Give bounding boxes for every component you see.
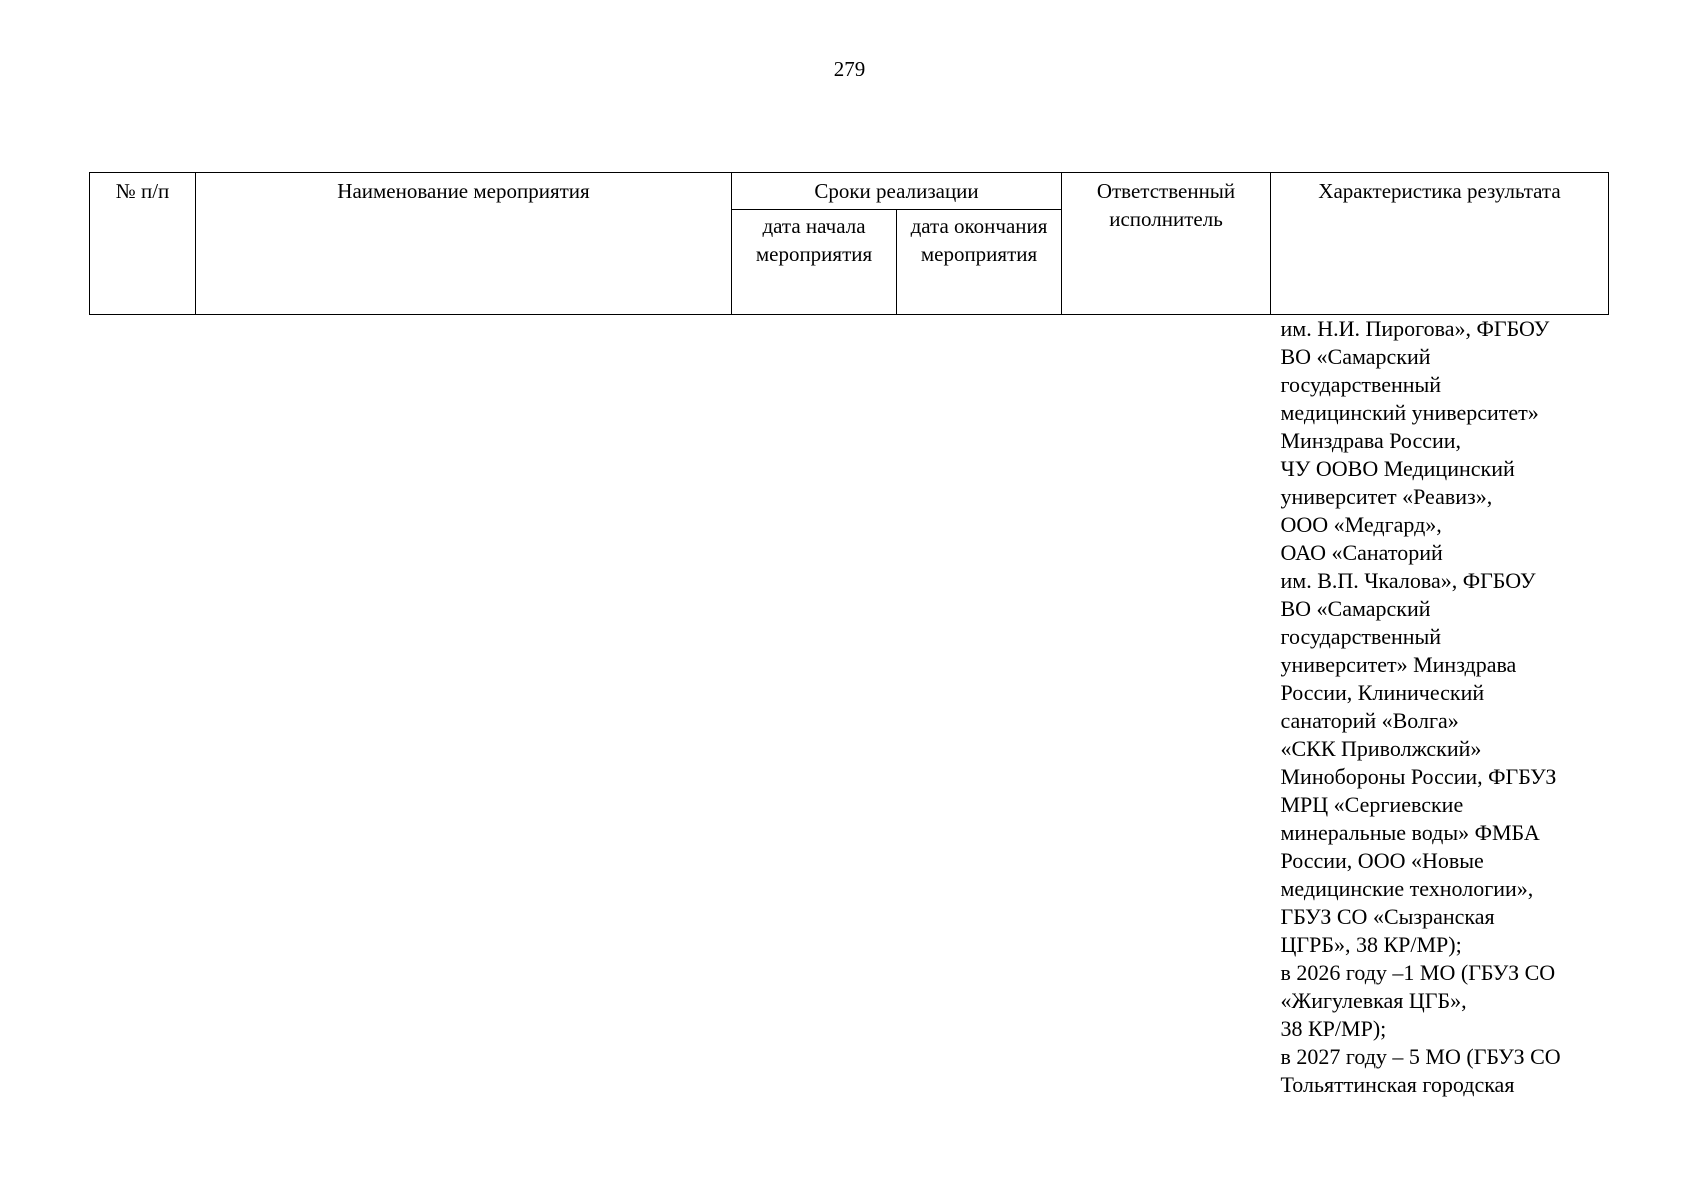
header-num: № п/п xyxy=(90,173,196,315)
result-line: ОАО «Санаторий xyxy=(1280,540,1443,565)
result-line: Тольяттинская городская xyxy=(1280,1072,1515,1097)
header-terms: Сроки реализации xyxy=(732,173,1062,210)
header-start-date: дата начала мероприятия xyxy=(732,210,897,315)
result-line: санаторий «Волга» xyxy=(1280,708,1459,733)
result-line: ООО «Медгард», xyxy=(1280,512,1442,537)
table-header xyxy=(90,173,1609,315)
header-responsible: Ответственный исполнитель xyxy=(1062,173,1271,315)
header-end-date: дата окончания мероприятия xyxy=(897,210,1062,315)
header-row xyxy=(90,173,1609,210)
result-line: ЧУ ООВО Медицинский xyxy=(1280,456,1515,481)
plan-table xyxy=(89,172,1609,1099)
result-line: в 2026 году –1 МО (ГБУЗ СО xyxy=(1280,960,1556,985)
cell-name xyxy=(196,315,732,1100)
result-line: в 2027 году – 5 МО (ГБУЗ СО xyxy=(1280,1044,1561,1069)
result-line: университет «Реавиз», xyxy=(1280,484,1493,509)
cell-responsible xyxy=(1062,315,1271,1100)
header-result: Характеристика результата xyxy=(1271,173,1609,315)
result-line: России, Клинический xyxy=(1280,680,1485,705)
result-line: ЦГРБ», 38 КР/МР); xyxy=(1280,932,1462,957)
result-line: МРЦ «Сергиевские xyxy=(1280,792,1464,817)
result-line: государственный xyxy=(1280,624,1442,649)
result-line: им. В.П. Чкалова», ФГБОУ xyxy=(1280,568,1536,593)
result-line: университет» Минздрава xyxy=(1280,652,1517,677)
result-line: России, ООО «Новые xyxy=(1280,848,1484,873)
result-line: медицинские технологии», xyxy=(1280,876,1534,901)
cell-start xyxy=(732,315,897,1100)
result-line: минеральные воды» ФМБА xyxy=(1280,820,1540,845)
cell-end xyxy=(897,315,1062,1100)
result-line: медицинский университет» xyxy=(1280,400,1539,425)
result-line: «Жигулевкая ЦГБ», xyxy=(1280,988,1467,1013)
result-line: «СКК Приволжский» xyxy=(1280,736,1482,761)
result-line: Минобороны России, ФГБУЗ xyxy=(1280,764,1557,789)
result-line: ВО «Самарский xyxy=(1280,596,1431,621)
result-line: Минздрава России, xyxy=(1280,428,1462,453)
header-name: Наименование мероприятия xyxy=(196,173,732,315)
cell-result xyxy=(1271,315,1609,1100)
result-line: им. Н.И. Пирогова», ФГБОУ xyxy=(1280,316,1550,341)
table-row xyxy=(90,315,1609,1100)
cell-num xyxy=(90,315,196,1100)
page-number: 279 xyxy=(833,57,866,81)
result-line: ВО «Самарский xyxy=(1280,344,1431,369)
result-line: 38 КР/МР); xyxy=(1280,1016,1387,1041)
result-line: ГБУЗ СО «Сызранская xyxy=(1280,904,1495,929)
result-line: государственный xyxy=(1280,372,1442,397)
